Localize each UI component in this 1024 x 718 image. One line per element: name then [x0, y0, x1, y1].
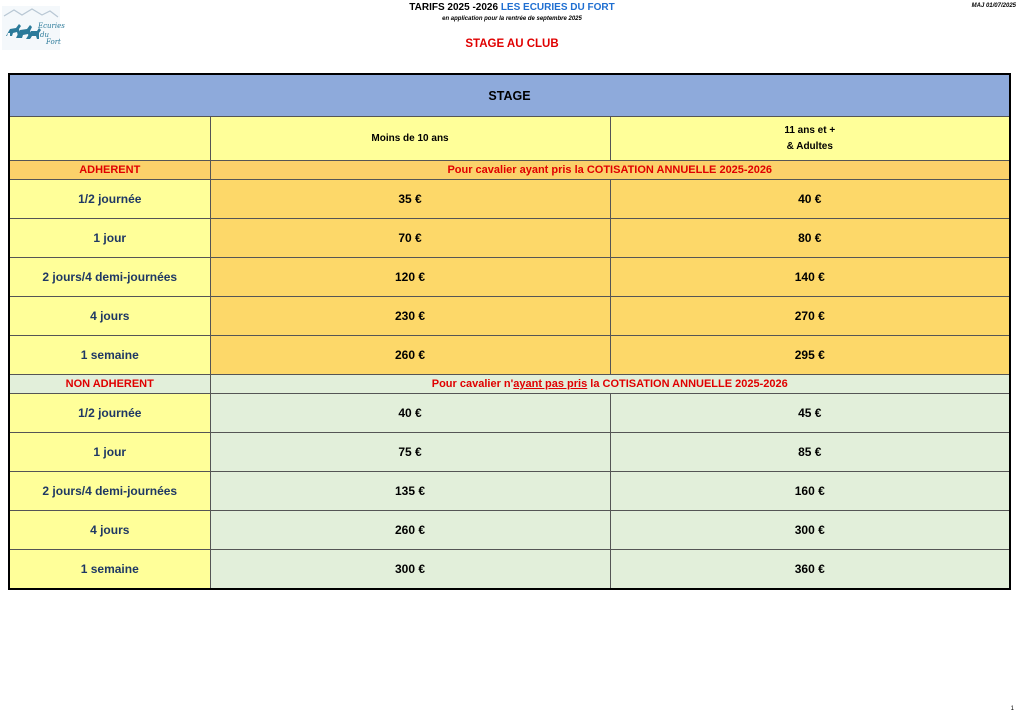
row-label: 2 jours/4 demi-journées — [9, 258, 210, 297]
table-header-row — [9, 74, 1010, 117]
age-header-row — [9, 117, 1010, 161]
age-over-line1: 11 ans et + — [784, 124, 836, 136]
note-before: Pour cavalier n' — [431, 378, 514, 390]
table-header: STAGE — [9, 74, 1010, 117]
note-after: la COTISATION ANNUELLE 2025-2026 — [587, 378, 788, 390]
non-adherent-note — [210, 375, 1010, 394]
adherent-category-row — [9, 161, 1010, 180]
svg-text:Fort: Fort — [46, 38, 61, 46]
row-label: 4 jours — [9, 511, 210, 550]
row-label: 4 jours — [9, 297, 210, 336]
price-under-10: 120 € — [210, 258, 610, 297]
adherent-label: ADHERENT — [9, 161, 210, 180]
price-under-10: 135 € — [210, 472, 610, 511]
row-label: 1/2 journée — [9, 394, 210, 433]
price-under-10: 260 € — [210, 511, 610, 550]
table-row — [9, 336, 1010, 375]
table-row — [9, 550, 1010, 590]
svg-text:du: du — [40, 31, 49, 39]
row-label: 1 semaine — [9, 550, 210, 590]
row-label: 1 jour — [9, 433, 210, 472]
pricing-table — [8, 73, 1011, 590]
adherent-note: Pour cavalier ayant pris la COTISATION ANNUELLE 2025-2026 — [210, 161, 1010, 180]
price-under-10: 70 € — [210, 219, 610, 258]
non-adherent-label: NON ADHERENT — [9, 375, 210, 394]
table-row — [9, 219, 1010, 258]
table-row — [9, 180, 1010, 219]
price-11-plus: 140 € — [610, 258, 1010, 297]
price-under-10: 230 € — [210, 297, 610, 336]
price-11-plus: 40 € — [610, 180, 1010, 219]
price-under-10: 35 € — [210, 180, 610, 219]
table-row — [9, 472, 1010, 511]
row-label: 1 semaine — [9, 336, 210, 375]
section-title: STAGE AU CLUB — [465, 38, 559, 50]
price-11-plus: 295 € — [610, 336, 1010, 375]
price-11-plus: 360 € — [610, 550, 1010, 590]
document-subtitle: en application pour la rentrée de septembre 2025 — [442, 16, 582, 22]
title-brand: LES ECURIES DU FORT — [500, 2, 615, 13]
price-11-plus: 270 € — [610, 297, 1010, 336]
table-row — [9, 258, 1010, 297]
price-11-plus: 80 € — [610, 219, 1010, 258]
row-label: 1/2 journée — [9, 180, 210, 219]
price-under-10: 40 € — [210, 394, 610, 433]
price-under-10: 300 € — [210, 550, 610, 590]
price-11-plus: 300 € — [610, 511, 1010, 550]
price-11-plus: 160 € — [610, 472, 1010, 511]
update-date: MAJ 01/07/2025 — [971, 3, 1016, 9]
age-11-plus — [610, 117, 1010, 161]
non-adherent-category-row — [9, 375, 1010, 394]
row-label: 1 jour — [9, 219, 210, 258]
page-number: 1 — [1010, 706, 1014, 712]
price-11-plus: 85 € — [610, 433, 1010, 472]
table-row — [9, 297, 1010, 336]
note-underlined: ayant pas pris — [513, 378, 588, 390]
logo-script-text: Ecuries — [38, 22, 65, 30]
age-under-10: Moins de 10 ans — [210, 117, 610, 161]
title-prefix: TARIFS 2025 -2026 — [409, 2, 499, 13]
age-over-line2: & Adultes — [786, 140, 833, 152]
price-11-plus: 45 € — [610, 394, 1010, 433]
price-under-10: 260 € — [210, 336, 610, 375]
document-title — [0, 2, 1024, 13]
row-label: 2 jours/4 demi-journées — [9, 472, 210, 511]
table-row — [9, 394, 1010, 433]
age-header-empty — [9, 117, 210, 161]
table-row — [9, 433, 1010, 472]
table-row — [9, 511, 1010, 550]
price-under-10: 75 € — [210, 433, 610, 472]
